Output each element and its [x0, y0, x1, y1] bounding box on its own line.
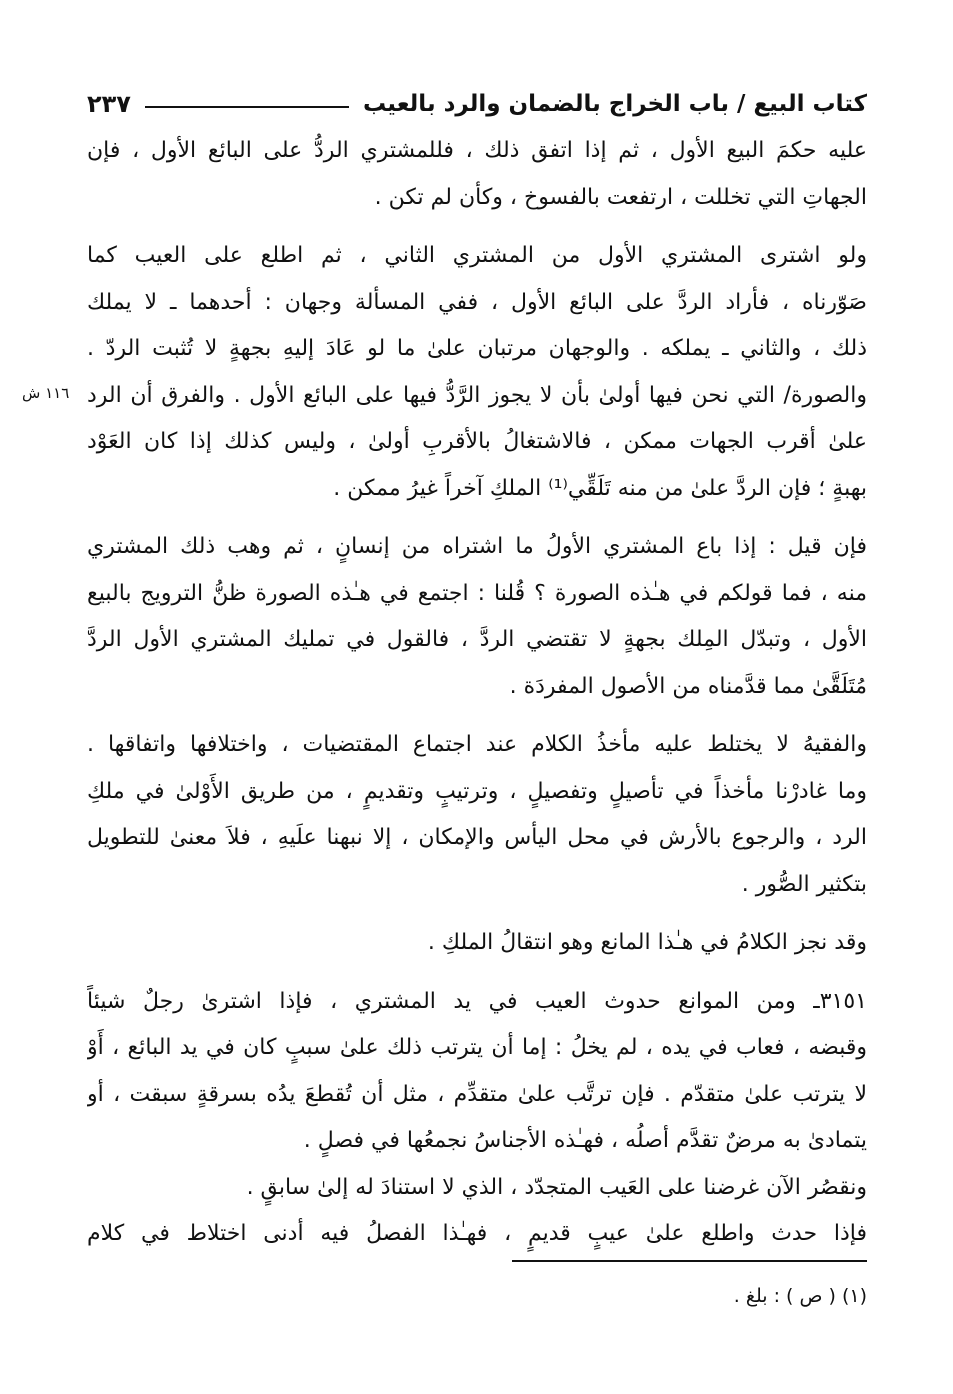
text-line: يتمادىٰ به مرضٌ تقدَّم أصلُه ، فهـٰذه الأجناسُ نجمعُها في فصلٍ .	[303, 1128, 867, 1153]
running-title: كتاب البيع / باب الخراج بالضمان والرد بالعيب	[362, 91, 867, 117]
page-number: ٢٣٧	[87, 90, 131, 118]
text-line: صَوّرناه ، فأراد الردَّ على البائع الأول ، ففي المسألة وجهان : أحدهما ـ لا يملك	[87, 289, 867, 315]
page-header	[87, 84, 867, 124]
footnote: (١) ( ص ) : بلغ .	[733, 1285, 867, 1307]
text-line: وقبضه ، فعاب في يده ، لم يخلُ : إما أن يترتب ذلك علىٰ سببٍ كان في يد البائع ، أَوْ	[87, 1035, 867, 1060]
text-line: الجهاتِ التي تخللت ، ارتفعت بالفسوخ ، وكأن لم تكن .	[374, 184, 867, 210]
text-line: فإن قيل : إذا باع المشتري الأولُ ما اشتراه من إنسانٍ ، ثم وهب ذلك المشتري	[87, 534, 867, 559]
text-line: لا يترتب علىٰ متقدّم . فإن ترتَّب علىٰ متقدِّم ، مثل أن تُقطعَ يدُه بسرقةٍ سبقت ، أو	[87, 1081, 867, 1107]
text-line: والصورة/ التي نحن فيها أولىٰ بأن لا يجوز الرَّدُّ فيها على البائع الأول . والفرق أن الرد	[87, 382, 867, 408]
text-line: والفقيهُ لا يختلط عليه مأخذُ الكلام عند اجتماع المقتضيات ، واختلافها واتفاقها .	[87, 732, 867, 757]
footnote-rule	[512, 1260, 867, 1262]
margin-folio-note: ١١٦ ش	[22, 384, 70, 402]
header-rule	[145, 106, 349, 108]
text-line: مُتَلَقَّىٰ مما قدَّمناه من الأصول المفردَة .	[509, 673, 867, 699]
text-line: عليه حكمَ البيع الأول ، ثم إذا اتفق ذلك ، فللمشتري الردُّ على البائع الأول ، فإن	[87, 138, 867, 163]
text-line: وقد نجز الكلامُ في هـٰذا المانع وهو انتقالُ الملكِ .	[427, 930, 867, 955]
text-line: بهبةٍ ؛ فإن الردَّ علىٰ من منه تَلَقِّي⁽¹⁾ الملكِ آخراً غيرُ ممكن .	[333, 475, 867, 501]
text-line: الأول ، وتبدّل المِلك بجهةٍ لا تقتضي الردَّ ، فالقول في تمليك المشتري الأول الردَّ	[87, 627, 867, 652]
body-text	[87, 128, 867, 1258]
text-line: منه ، فما قولكم في هـٰذه الصورة ؟ قُلنا : اجتمع في هـٰذه الصورة ظنُّ الترويج بالبيع	[87, 580, 867, 606]
text-line: ولو اشترى المشتري الأول من المشتري الثاني ، ثم اطلع على العيب كما	[87, 243, 867, 268]
text-line: بتكثير الصُّور .	[741, 871, 867, 897]
text-line: ٣١٥١ـ ومن الموانع حدوث العيب في يد المشتري ، فإذا اشترىٰ رجلٌ شيئاً	[87, 988, 867, 1014]
text-line: الرد ، والرجوع بالأرش في محل اليأس والإمكان ، إلا نبهنا علَيهِ ، فلاَ معنىٰ للتطويل	[87, 825, 867, 850]
text-line: علىٰ أقرب الجهات ممكن ، فالاشتغالُ بالأقربِ أولىٰ ، وليس كذلك إذا كان العَوْد	[87, 429, 867, 454]
text-line: فإذا حدث واطلع علىٰ عيبٍ قديمٍ ، فهـٰذا الفصلُ فيه أدنى اختلاط في كلام	[87, 1221, 867, 1246]
text-line: ونقصُر الآن غرضنا على العَيب المتجدّد ، الذي لا استنادَ له إلىٰ سابقٍ .	[246, 1174, 867, 1200]
text-line: ذلك ، والثاني ـ يملكه . والوجهان مرتبان علىٰ ما لو عَادَ إليهِ بجهةٍ لا تُثبت الردّ .	[87, 336, 867, 361]
text-line: وما غادرْنا مأخذاً في تأصيلٍ وتفصيلٍ ، وترتيبٍ وتقديمٍ ، من طريق الأَوْلىٰ في ملكِ	[87, 778, 867, 804]
